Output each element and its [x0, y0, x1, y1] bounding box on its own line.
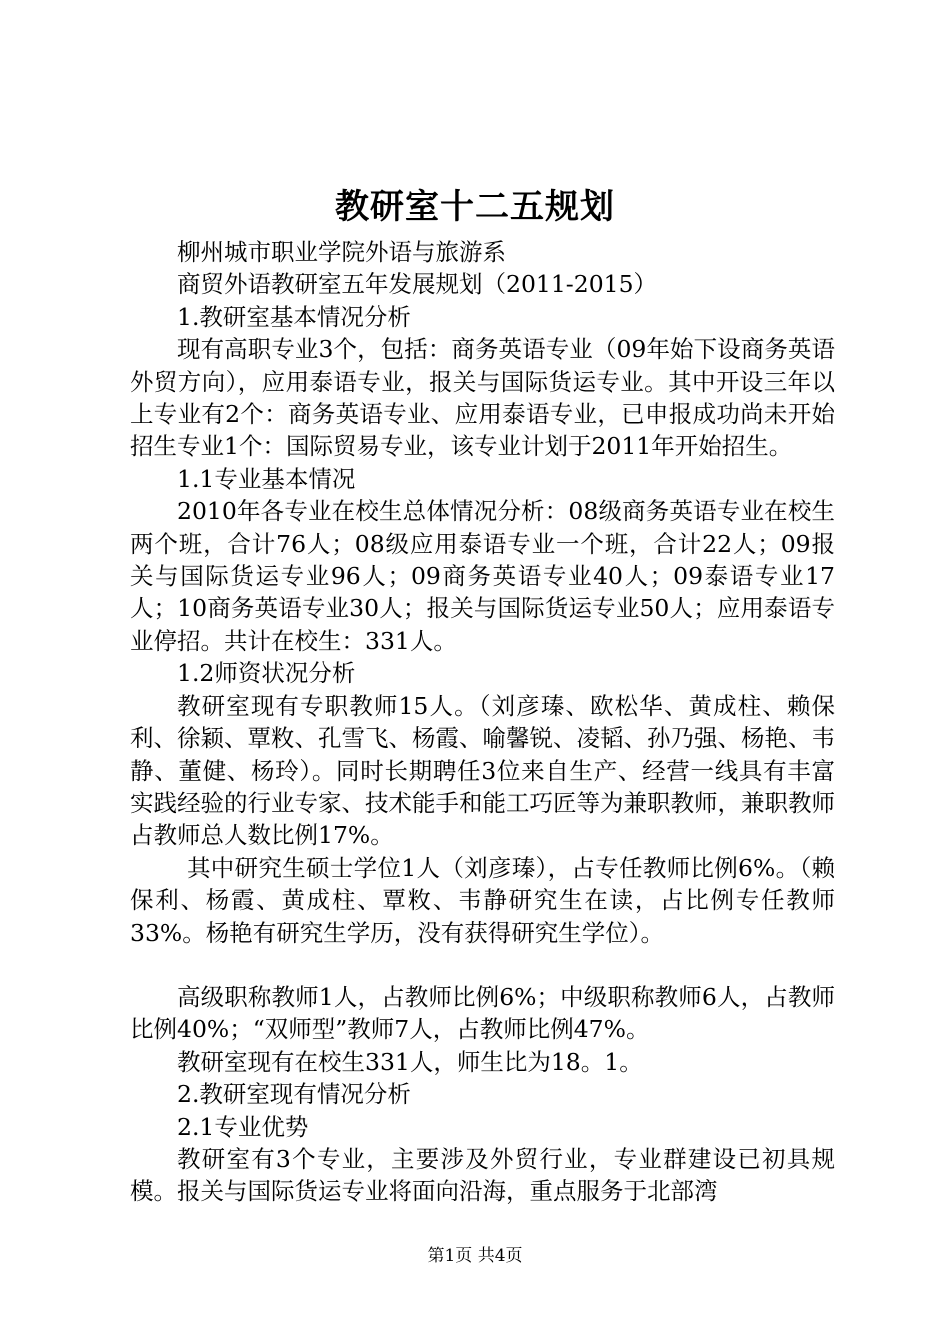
- paragraph-department: 柳州城市职业学院外语与旅游系: [177, 238, 506, 266]
- paragraph-faculty: 教研室现有专职教师15人。（刘彦瑧、欧松华、黄成柱、赖保利、徐颖、覃敉、孔雪飞、杨霞、喻馨锐、凌韬、孙乃强、杨艳、韦静、董健、杨玲）。同时长期聘任3位来自生产、经营一线具有丰富实践经验的行业专家、技术能手和能工巧匠等为兼职教师，兼职教师占教师总人数比例17%。: [130, 691, 835, 850]
- paragraph-majors-overview: 现有高职专业3个，包括：商务英语专业（09年始下设商务英语外贸方向），应用泰语专业，报关与国际货运专业。其中开设三年以上专业有2个：商务英语专业、应用泰语专业，已申报成功尚未开始招生专业1个：国际贸易专业，该专业计划于2011年开始招生。: [130, 335, 835, 461]
- section-heading-1-1: 1.1专业基本情况: [177, 464, 356, 493]
- section-heading-1: 1.教研室基本情况分析: [177, 302, 411, 331]
- section-heading-1-2: 1.2师资状况分析: [177, 659, 356, 688]
- section-heading-2-1: 2.1专业优势: [177, 1112, 309, 1141]
- paragraph-titles: 高级职称教师1人，占教师比例6%；中级职称教师6人，占教师比例40%；“双师型”教师7人，占教师比例47%。: [130, 982, 835, 1044]
- document-title: 教研室十二五规划: [335, 187, 615, 227]
- paragraph-plan-subtitle: 商贸外语教研室五年发展规划（2011-2015）: [177, 270, 658, 299]
- section-heading-2: 2.教研室现有情况分析: [177, 1080, 411, 1109]
- paragraph-advantages: 教研室有3个专业，主要涉及外贸行业，专业群建设已初具规模。报关与国际货运专业将面向沿海，重点服务于北部湾: [130, 1144, 835, 1206]
- page-footer: 第1页 共4页: [427, 1246, 523, 1266]
- paragraph-ratio: 教研室现有在校生331人，师生比为18。1。: [177, 1047, 643, 1076]
- paragraph-student-stats: 2010年各专业在校生总体情况分析：08级商务英语专业在校生两个班，合计76人；08级应用泰语专业一个班，合计22人；09报关与国际货运专业96人；09商务英语专业40人；09泰语专业17人；10商务英语专业30人；报关与国际货运专业50人；应用泰语专业停招。共计在校生：331人。: [130, 497, 835, 655]
- paragraph-degrees: 其中研究生硕士学位1人（刘彦瑧），占专任教师比例6%。（赖保利、杨霞、黄成柱、覃敉、韦静研究生在读，占比例专任教师33%。杨艳有研究生学历，没有获得研究生学位）。: [130, 853, 835, 947]
- document-body: [130, 236, 835, 1208]
